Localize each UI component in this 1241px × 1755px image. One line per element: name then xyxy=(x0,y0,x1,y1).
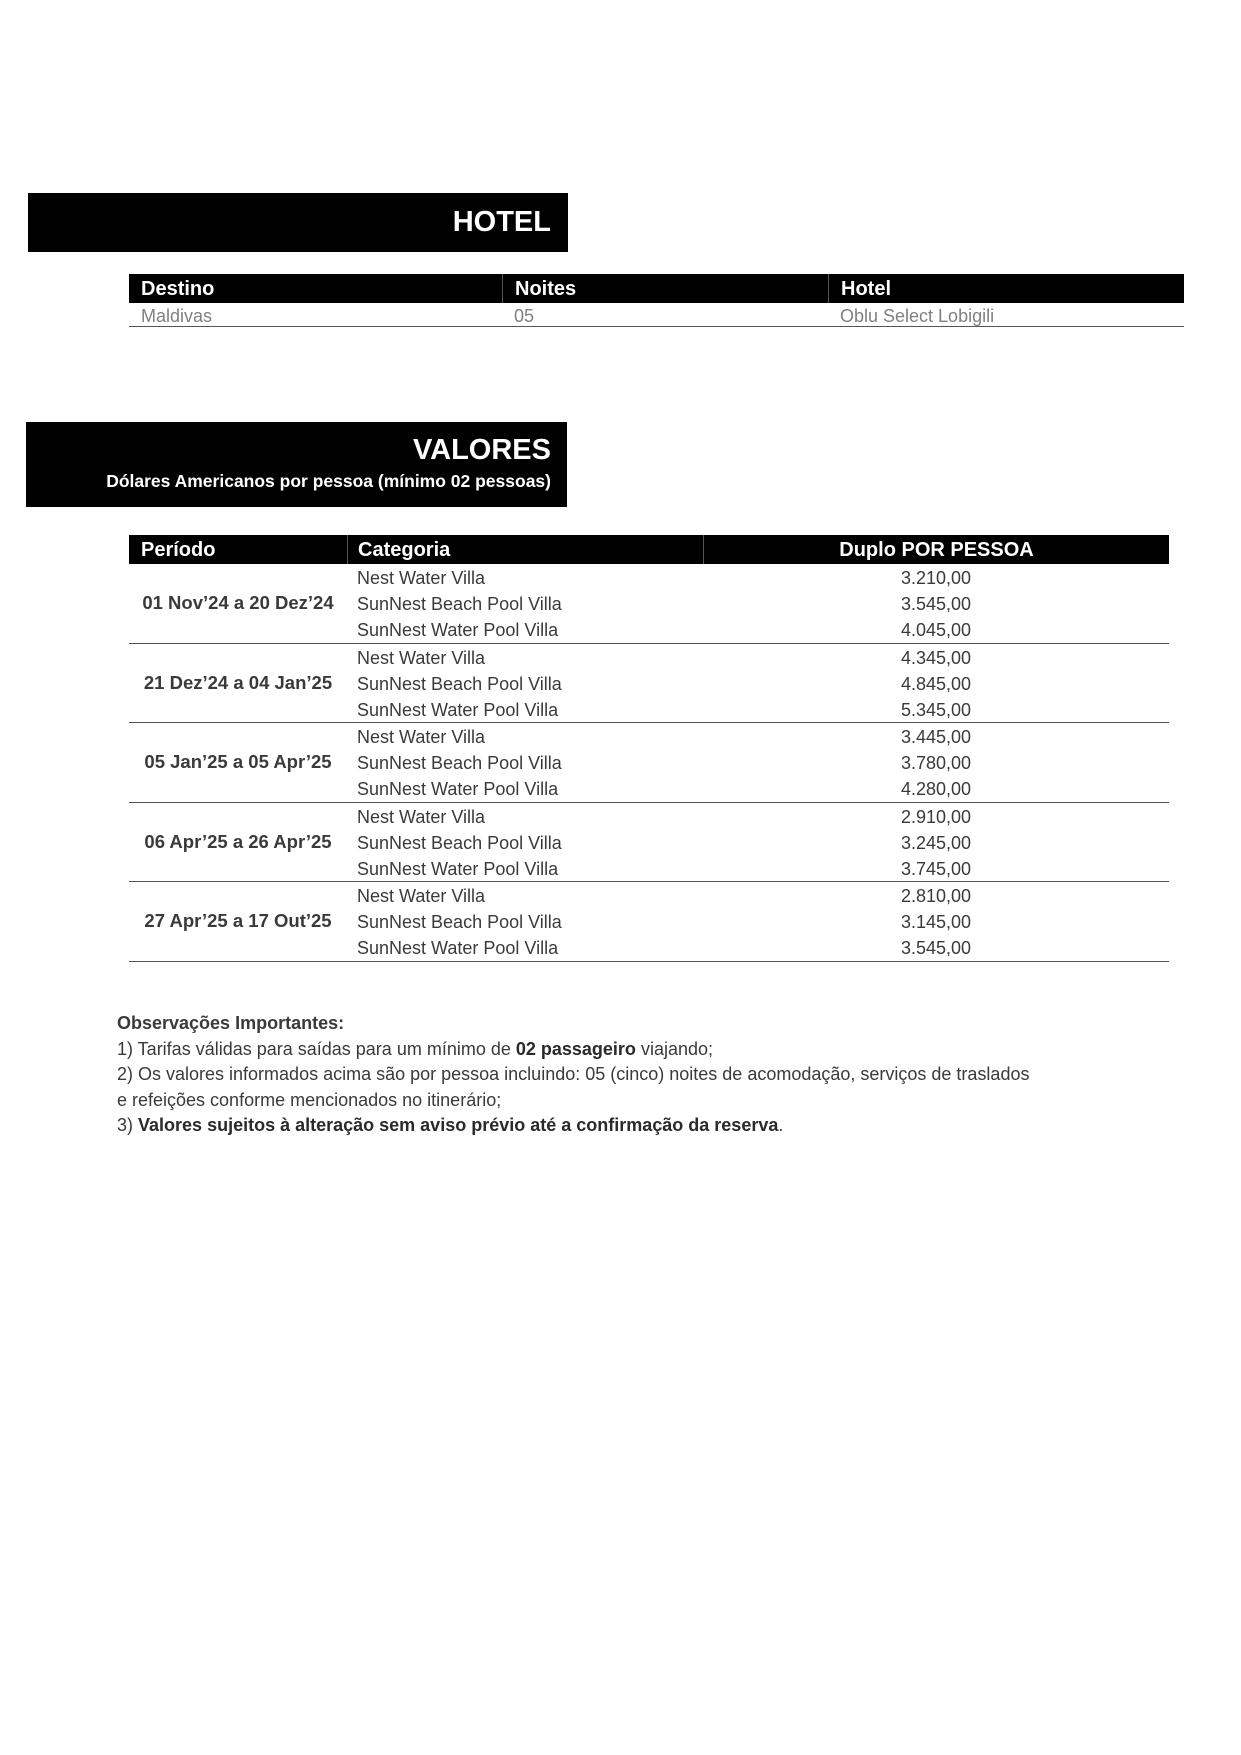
note-2-line-1: 2) Os valores informados acima são por pessoa incluindo: 05 (cinco) noites de acomodação, serviços de traslados xyxy=(117,1064,1030,1084)
categoria-cell: SunNest Water Pool Villa xyxy=(357,938,559,958)
valores-banner-subtitle: Dólares Americanos por pessoa (mínimo 02 pessoas) xyxy=(106,471,551,491)
valor-cell: 5.345,00 xyxy=(900,699,972,720)
note-1-end: viajando; xyxy=(635,1038,713,1059)
header-duplo: Duplo POR PESSOA xyxy=(703,535,1169,564)
categoria-cell: SunNest Beach Pool Villa xyxy=(357,753,562,773)
hotel-banner-title: HOTEL xyxy=(452,206,551,238)
categoria-cell: Nest Water Villa xyxy=(357,647,486,668)
table-row xyxy=(347,724,1169,750)
rate-group xyxy=(129,803,1169,883)
table-row xyxy=(347,697,1169,723)
categoria-cell: SunNest Beach Pool Villa xyxy=(357,673,562,694)
hotel-table xyxy=(129,274,1184,327)
rate-group xyxy=(129,723,1169,803)
period-label: 21 Dez’24 a 04 Jan’25 xyxy=(143,671,333,693)
valor-cell: 3.545,00 xyxy=(900,594,972,614)
categoria-cell: SunNest Water Pool Villa xyxy=(357,858,559,879)
rate-group xyxy=(129,564,1169,644)
categoria-cell: SunNest Water Pool Villa xyxy=(357,779,559,799)
table-row xyxy=(347,750,1169,776)
table-row xyxy=(347,883,1169,909)
note-1-bold: 02 passageiro xyxy=(515,1038,636,1059)
notes-section xyxy=(117,1011,1117,1139)
table-row xyxy=(347,935,1169,961)
table-row xyxy=(347,856,1169,882)
table-row xyxy=(347,804,1169,830)
header-destino: Destino xyxy=(129,274,502,303)
categoria-cell: Nest Water Villa xyxy=(357,727,486,747)
table-row xyxy=(129,303,1184,327)
header-hotel: Hotel xyxy=(828,274,1184,303)
valor-cell: 3.145,00 xyxy=(900,912,972,932)
valor-cell: 3.545,00 xyxy=(900,938,972,958)
valores-banner xyxy=(26,422,567,507)
table-row xyxy=(347,591,1169,617)
cell-noites: 05 xyxy=(514,306,535,326)
hotel-table-header xyxy=(129,274,1184,303)
categoria-cell: Nest Water Villa xyxy=(357,886,486,906)
hotel-banner xyxy=(28,193,568,252)
note-2-line-2: e refeições conforme mencionados no itinerário; xyxy=(117,1089,502,1110)
period-label: 27 Apr’25 a 17 Out’25 xyxy=(144,910,332,932)
categoria-cell: SunNest Water Pool Villa xyxy=(357,699,559,720)
period-label: 01 Nov’24 a 20 Dez’24 xyxy=(142,592,334,614)
table-row xyxy=(347,830,1169,856)
note-1 xyxy=(117,1037,1117,1063)
valor-cell: 4.345,00 xyxy=(900,647,972,668)
valores-banner-title: VALORES xyxy=(412,434,551,466)
note-3-text: 3) xyxy=(117,1115,139,1135)
table-row xyxy=(347,909,1169,935)
note-3-bold: Valores sujeitos à alteração sem aviso prévio até a confirmação da reserva xyxy=(138,1115,779,1135)
cell-destino: Maldivas xyxy=(141,306,213,326)
table-row xyxy=(347,671,1169,697)
header-categoria: Categoria xyxy=(347,535,703,564)
table-row xyxy=(347,776,1169,802)
header-periodo: Período xyxy=(129,535,347,564)
valor-cell: 4.845,00 xyxy=(900,673,972,694)
rate-group xyxy=(129,644,1169,724)
valor-cell: 4.045,00 xyxy=(900,620,972,640)
valor-cell: 3.780,00 xyxy=(900,753,972,773)
table-row xyxy=(347,617,1169,643)
valor-cell: 3.745,00 xyxy=(900,858,972,879)
period-label: 05 Jan’25 a 05 Apr’25 xyxy=(144,751,332,773)
categoria-cell: SunNest Water Pool Villa xyxy=(357,620,559,640)
note-3-end: . xyxy=(778,1115,784,1135)
valor-cell: 3.210,00 xyxy=(900,568,972,588)
valor-cell: 3.445,00 xyxy=(900,727,972,747)
valor-cell: 4.280,00 xyxy=(900,779,972,799)
valor-cell: 2.910,00 xyxy=(900,806,972,827)
rate-group xyxy=(129,882,1169,962)
rates-table xyxy=(129,535,1169,962)
period-label: 06 Apr’25 a 26 Apr’25 xyxy=(144,830,332,852)
valor-cell: 3.245,00 xyxy=(900,832,972,853)
cell-hotel: Oblu Select Lobigili xyxy=(840,306,995,326)
notes-title: Observações Importantes: xyxy=(117,1013,345,1033)
categoria-cell: Nest Water Villa xyxy=(357,568,486,588)
table-row xyxy=(347,645,1169,671)
categoria-cell: Nest Water Villa xyxy=(357,806,486,827)
rates-table-header xyxy=(129,535,1169,564)
categoria-cell: SunNest Beach Pool Villa xyxy=(357,912,562,932)
table-row xyxy=(347,565,1169,591)
categoria-cell: SunNest Beach Pool Villa xyxy=(357,832,562,853)
valor-cell: 2.810,00 xyxy=(900,886,972,906)
categoria-cell: SunNest Beach Pool Villa xyxy=(357,594,562,614)
note-1-text: 1) Tarifas válidas para saídas para um mínimo de xyxy=(117,1038,516,1059)
note-3 xyxy=(117,1113,1117,1139)
header-noites: Noites xyxy=(502,274,828,303)
